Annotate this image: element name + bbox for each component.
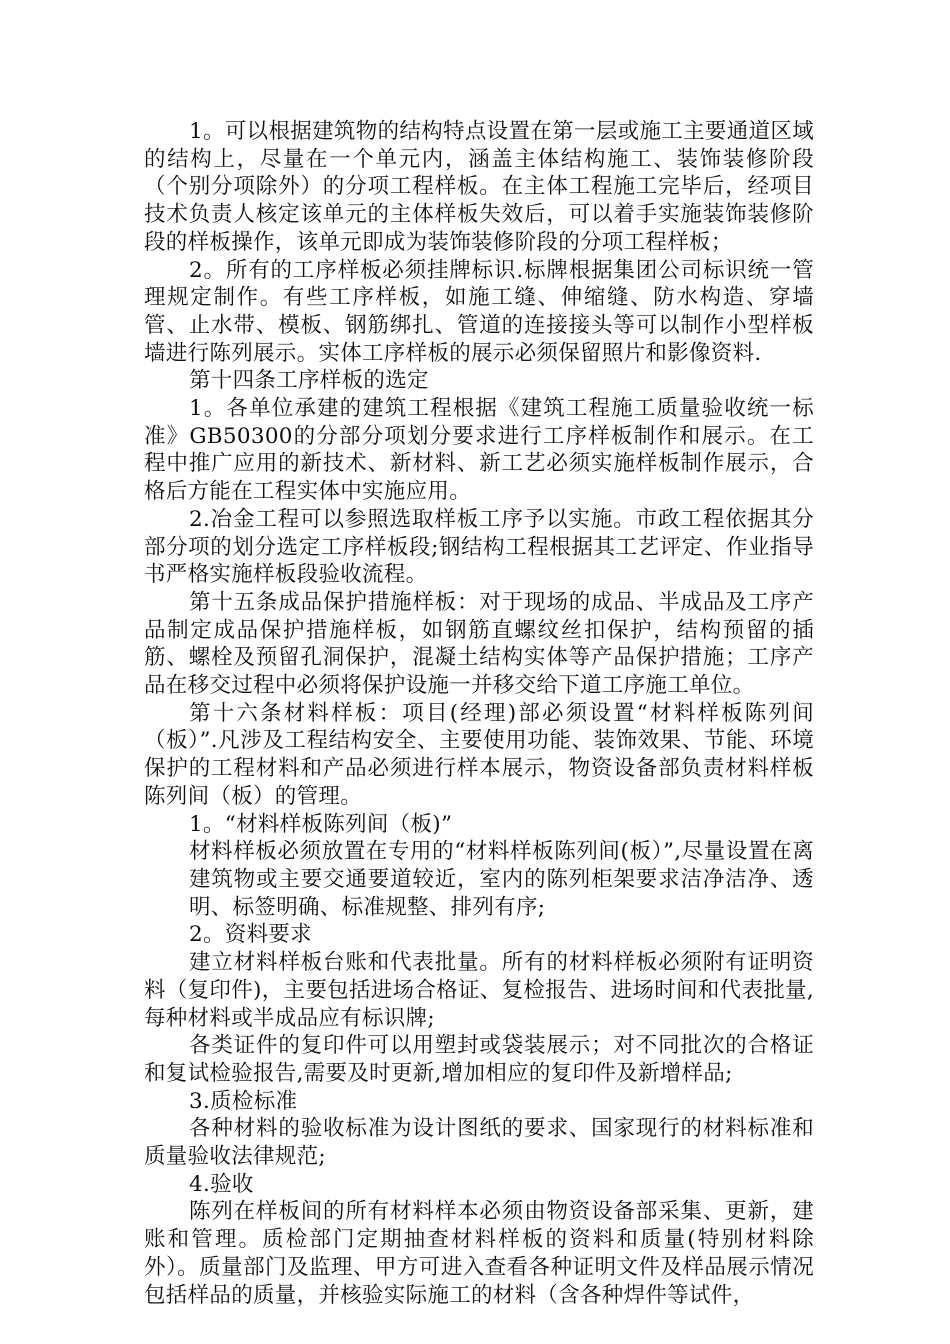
paragraph: 陈列在样板间的所有材料样本必须由物资设备部采集、更新，建账和管理。质检部门定期抽查材料样板的资料和质量(特别材料除外）。质量部门及监理、甲方可进入查看各种证明文件及样品展示情况包括样品的质量，并核验实际施工的材料（含各种焊件等试件， xyxy=(144,1199,814,1308)
paragraph: 1。各单位承建的建筑工程根据《建筑工程施工质量验收统一标准》GB50300的分部分项划分要求进行工序样板制作和展示。在工程中推广应用的新技术、新材料、新工艺必须实施样板制作展示，合格后方能在工程实体中实施应用。 xyxy=(144,396,814,505)
paragraph: 第十六条材料样板：项目(经理)部必须设置“材料样板陈列间（板）”.凡涉及工程结构安全、主要使用功能、装饰效果、节能、环境保护的工程材料和产品必须进行样本展示，物资设备部负责材料样板陈列间（板）的管理。 xyxy=(144,700,814,809)
section-heading: 第十四条工序样板的选定 xyxy=(189,368,429,394)
subheading: 1。“材料样板陈列间（板)” xyxy=(189,811,453,837)
paragraph: 建立材料样板台账和代表批量。所有的材料样板必须附有证明资料（复印件)，主要包括进场合格证、复检报告、进场时间和代表批量,每种材料或半成品应有标识牌; xyxy=(144,950,814,1031)
paragraph: 1。可以根据建筑物的结构特点设置在第一层或施工主要通道区域的结构上，尽量在一个单元内，涵盖主体结构施工、装饰装修阶段（个别分项除外）的分项工程样板。在主体工程施工完毕后，经项目技术负责人核定该单元的主体样板失效后，可以着手实施装饰装修阶段的样板操作，该单元即成为装饰装修阶段的分项工程样板； xyxy=(144,119,814,255)
subheading: 4.验收 xyxy=(189,1171,254,1197)
paragraph: 2。所有的工序样板必须挂牌标识.标牌根据集团公司标识统一管理规定制作。有些工序样板，如施工缝、伸缩缝、防水构造、穿墙管、止水带、模板、钢筋绑扎、管道的连接接头等可以制作小型样板墙进行陈列展示。实体工序样板的展示必须保留照片和影像资料. xyxy=(144,257,814,366)
document-body xyxy=(144,118,814,1309)
subheading: 3.质检标准 xyxy=(189,1088,298,1114)
paragraph: 各种材料的验收标准为设计图纸的要求、国家现行的材料标准和质量验收法律规范; xyxy=(144,1116,814,1170)
paragraph: 各类证件的复印件可以用塑封或袋装展示；对不同批次的合格证和复试检验报告,需要及时更新,增加相应的复印件及新增样品; xyxy=(144,1033,814,1086)
subheading: 2。资料要求 xyxy=(189,922,312,948)
paragraph: 第十五条成品保护措施样板：对于现场的成品、半成品及工序产品制定成品保护措施样板，如钢筋直螺纹丝扣保护，结构预留的插筋、螺栓及预留孔洞保护，混凝土结构实体等产品保护措施；工序产品在移交过程中必须将保护设施一并移交给下道工序施工单位。 xyxy=(144,589,814,699)
paragraph: 材料样板必须放置在专用的“材料样板陈列间(板）”,尽量设置在离建筑物或主要交通要道较近，室内的陈列柜架要求洁净洁净、透明、标签明确、标准规整、排列有序; xyxy=(189,839,814,920)
paragraph: 2.冶金工程可以参照选取样板工序予以实施。市政工程依据其分部分项的划分选定工序样板段;钢结构工程根据其工艺评定、作业指导书严格实施样板段验收流程。 xyxy=(144,506,814,588)
